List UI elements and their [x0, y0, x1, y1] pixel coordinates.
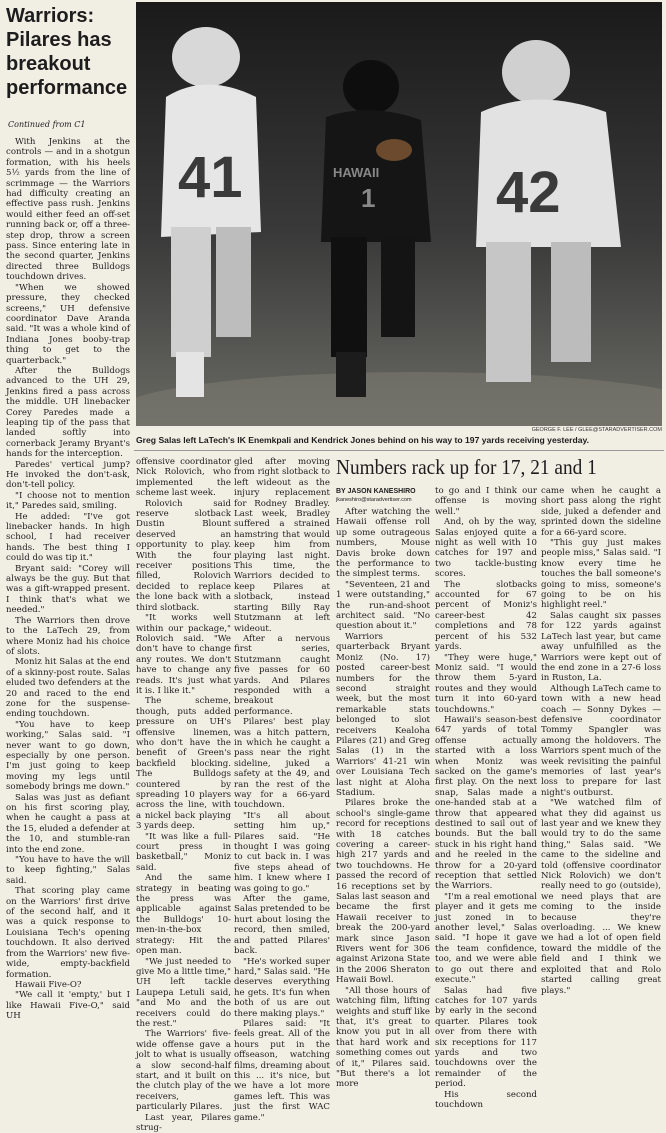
game-photo	[136, 2, 662, 426]
story-column-5: to go and I think our offense is moving well." And, oh by the way, Salas enjoyed quite a night as well with 10 catches for 197 and two tackle-busting scores. The slotbacks accounted for 67 percent of Moniz's career-best 42 completions and 78 percent of his 532 yards. "They were huge," Moniz said. "I would throw them 5-yard routes and they would turn it into 60-yard touchdowns." Hawaii's season-best 647 yards of total offense actually started with a loss when Moniz was sacked on the game's first play. On the next snap, Salas made a one-handed stab at a throw that appeared destined to sail out of bounds. But the ball stuck in his right hand and he reeled in the throw for a 20-yard reception that settled the Warriors. "I'm a real emotional player and it gets me just zoned in to another level," Salas said. "I hope it gave the team confidence, too, and we were able to go out there and execute." Salas had five catches for 107 yards by early in the second quarter. Pilares took over from there with six receptions for 117 yards and two touchdowns over the remainder of the period. His second touchdown	[435, 486, 537, 1110]
story-column-6: came when he caught a short pass along the right side, juked a defender and sprinted down the sideline for a 66-yard score. "This guy just makes people miss," Salas said. "I know every time he touches the ball someone's going to miss, someone's going to be on his highlight reel." Salas caught six passes for 122 yards against LaTech last year, but came away unfulfilled as the Warriors were kept out of the end zone in a 27-6 loss in Ruston, La. Although LaTech came to town with a new head coach — Sonny Dykes — defensive coordinator Tommy Spangler was among the holdovers. The Warriors spent much of the week revisiting the painful memories of last year's loss to prepare for last night's outburst. "We watched film of what they did against us last year and we knew they would try to do the same thing," Salas said. "We came to the sideline and told (offensive coordinator Nick Rolovich) we don't really need to go (outside), we need plays that are coming to the inside because they're overloading. ... We knew we had a lot of open field toward the middle of the field and I think we exploited that and Rolo started calling great plays."	[541, 486, 662, 996]
divider-rule	[134, 450, 664, 451]
continued-note: Continued from C1	[8, 120, 86, 129]
sidebar-story-headline: Numbers rack up for 17, 21 and 1	[336, 455, 597, 479]
jersey-number-right: 42	[496, 160, 561, 225]
jersey-text: HAWAII	[333, 165, 380, 180]
story-column-2: offensive coordinator Nick Rolovich, who implemented the scheme last week. Rolovich said reserve slotback Dustin Blount deserved an opportunity to play. With the four receiver positions filled, Rolovich decided to replace the lone back with a third slotback. "It works well within our package," Rolovich said. "We don't have to change any routes. We don't have to change any reads. It's just what it is. I like it." The scheme, though, puts added pressure on UH's offensive linemen, who don't have the benefit of Green's backfield blocking. The Bulldogs countered by spreading 10 players across the line, with a nickel back playing 3 yards deep. "It was like a full-court press in basketball," Moniz said. And the same strategy in beating the press was applicable against the Bulldogs' 10-men-in-the-box strategy: Hit the open man. "We just needed to give Mo a little time," UH left tackle Laupepa Letuli said, "and Mo and the receivers could do the rest." The Warriors' five-wide offense gave a jolt to what is usually a slow second-half start, and it built on the clutch play of the receivers, particularly Pilares. Last year, Pilares strug-	[136, 457, 231, 1133]
author-email: jkaneshiro@staradvertiser.com	[336, 497, 412, 503]
photo-credit: GEORGE F. LEE / GLEE@STARADVERTISER.COM	[531, 427, 662, 433]
page-headline: Warriors: Pilares has breakout performance	[6, 5, 128, 99]
story-column-1: With Jenkins at the controls — and in a shotgun formation, with his heels 5½ yards from the line of scrimmage — the Warriors had difficulty creating an effective pass rush. Jenkins would either feed an off-set running back or, off a three-step drop, throw a screen pass. Since entering late in the second quarter, Jenkins directed three Bulldogs touchdown drives. "When we showed pressure, they checked screens," UH defensive coordinator Dave Aranda said. "It was a whole kind of Indiana Jones booby-trap thing to get to the quarterback." After the Bulldogs advanced to the UH 29, Jenkins fired a pass across the middle. UH linebacker Corey Paredes made a leaping tip of the pass that landed softly into cornerback Jeramy Bryant's hands for the interception. Paredes' vertical jump? He invoked the don't-ask, don't-tell policy. "I choose not to mention it," Paredes said, smiling. He added: "I've got linebacker hands. In high school, I had receiver hands. The best thing I could do was tip it." Bryant said: "Corey will always be the guy. But that was a gift-wrapped present. I think that's what we needed." The Warriors then drove to the LaTech 29, from where Moniz had his choice of slots. Moniz hit Salas at the end of a skinny-post route. Salas eluded two defenders at the 20 and raced to the end zone for the suspense-ending touchdown. "You have to keep working," Salas said. "I never want to go down, especially by one person. I'm just going to keep moving my legs until somebody brings me down." Salas was just as defiant on his first scoring play, when he caught a pass at the 15, eluded a defender at the 10, and stumble-ran into the end zone. "You have to have the will to keep fighting," Salas said. That scoring play came on the Warriors' first drive of the second half, and it was a quick response to Louisiana Tech's opening touchdown. It also derived from the Warriors' new five-wide, empty-backfield formation. Hawaii Five-O? "We call it 'empty,' but I like Hawaii Five-O," said UH	[6, 137, 130, 1022]
story-column-4: After watching the Hawaii offense roll up some outrageous numbers, Mouse Davis broke down the performance to the simplest terms. "Seventeen, 21 and 1 were outstanding," the run-and-shoot architect said. "No question about it." Warriors quarterback Bryant Moniz (No. 17) posted career-best numbers for the second straight week, but the most remarkable stats belonged to slot receivers Kealoha Pilares (21) and Greg Salas (1) in the Warriors' 41-21 win over Louisiana Tech last night at Aloha Stadium. Pilares broke the school's single-game record for receptions with 18 catches covering a career-high 217 yards and two touchdowns. He passed the record of 16 receptions set by Salas last season and became the first Hawaii receiver to break the 200-yard mark since Jason Rivers went for 306 against Arizona State in the 2006 Sheraton Hawaii Bowl. "All those hours of watching film, lifting weights and stuff like that, it's great to know you put in all that hard work and something comes out of it," Pilares said. "But there's a lot more	[336, 507, 430, 1090]
football-players-illustration	[136, 2, 662, 426]
photo-caption: Greg Salas left LaTech's IK Enemkpali and Kendrick Jones behind on his way to 197 yards receiving yesterday.	[136, 435, 590, 445]
jersey-number-left: 41	[178, 145, 243, 210]
story-column-3: gled after moving from right slotback to left wideout as the injury replacement for Rodney Bradley. Last week, Bradley suffered a strained hamstring that would keep him from playing last night. This time, the Warriors decided to keep Pilares at slotback, instead starting Billy Ray Stutzmann at left wideout. After a nervous first series, Stutzmann caught five passes for 60 yards. And Pilares responded with a breakout performance. Pilares' best play was a hitch pattern, in which he caught a pass near the right sideline, juked a safety at the 49, and ran the rest of the way for a 66-yard touchdown. "It's all about setting him up," Pilares said. "He thought I was going to cut back in. I was five steps ahead of him. I knew where I was going to go." After the game, Salas pretended to be hurt about losing the record, then smiled, and patted Pilares' back. "He's worked super hard," Salas said. "He deserves everything he gets. It's fun when both of us are out there making plays." Pilares said: "It feels great. All of the hours put in the offseason, watching films, dreaming about this ... it's nice, but we have a lot more games left. This was just the first WAC game."	[234, 457, 330, 1123]
byline: BY JASON KANESHIRO	[336, 488, 416, 495]
jersey-number-center: 1	[361, 183, 376, 213]
